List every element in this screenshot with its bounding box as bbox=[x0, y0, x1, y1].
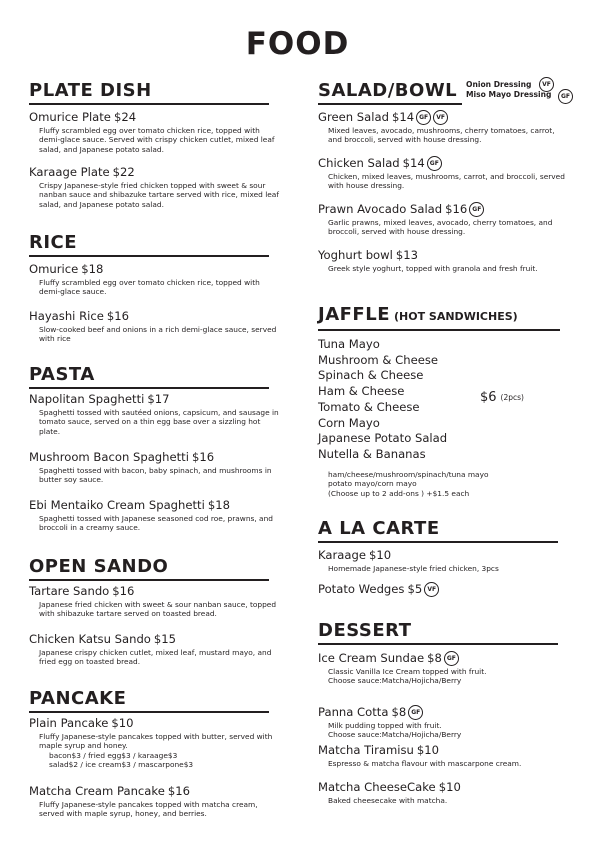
section-heading bbox=[318, 304, 560, 331]
jaffle-note: potato mayo/corn mayo bbox=[328, 479, 417, 489]
section-heading-text: A LA CARTE bbox=[318, 518, 440, 539]
menu-item bbox=[29, 165, 279, 209]
left-column bbox=[29, 0, 279, 842]
menu-item bbox=[29, 632, 279, 667]
section-heading bbox=[29, 556, 269, 581]
section-heading bbox=[29, 80, 269, 105]
menu-item-description bbox=[328, 126, 568, 145]
menu-item-description bbox=[39, 514, 279, 533]
menu-item-price: $10 bbox=[111, 716, 134, 730]
dietary-badge: VF bbox=[433, 110, 448, 125]
menu-item bbox=[318, 202, 568, 237]
dietary-badge: VF bbox=[539, 77, 554, 92]
menu-item-price: $8 bbox=[427, 651, 442, 665]
menu-item-title bbox=[318, 110, 568, 125]
section-heading-text: PASTA bbox=[29, 364, 95, 385]
menu-item-price: $16 bbox=[106, 309, 130, 323]
menu-item bbox=[29, 498, 279, 533]
page-title: FOOD bbox=[245, 26, 350, 62]
menu-item-name: Matcha Tiramisu bbox=[318, 743, 414, 757]
menu-item bbox=[318, 248, 568, 273]
menu-item bbox=[29, 309, 279, 344]
menu-item bbox=[29, 784, 279, 819]
right-column bbox=[318, 0, 578, 842]
menu-item-description bbox=[39, 648, 279, 667]
section-dessert bbox=[318, 620, 558, 805]
menu-item-description bbox=[39, 126, 279, 154]
menu-item-name: Omurice Plate bbox=[29, 110, 111, 124]
menu-item-title bbox=[29, 392, 279, 407]
menu-item-price: $5 bbox=[407, 582, 423, 596]
menu-item-price: $13 bbox=[395, 248, 418, 262]
jaffle-fillings bbox=[318, 337, 498, 463]
menu-item-description-text: Garlic prawns, mixed leaves, avocado, cherry tomatoes, and broccoli, served with house dressing. bbox=[328, 218, 553, 237]
menu-item-description bbox=[328, 172, 568, 191]
menu-item-price: $22 bbox=[112, 165, 135, 179]
menu-item-description bbox=[328, 218, 568, 237]
dressing-label: Miso Mayo Dressing bbox=[466, 90, 552, 99]
menu-item-price: $14 bbox=[391, 110, 415, 124]
jaffle-filling: Nutella & Bananas bbox=[318, 446, 426, 461]
jaffle-filling: Ham & Cheese bbox=[318, 384, 405, 399]
menu-item-name: Karaage bbox=[318, 548, 366, 562]
jaffle-price-value: $6 bbox=[480, 390, 497, 405]
menu-item bbox=[318, 582, 568, 597]
menu-item-title bbox=[318, 651, 568, 666]
menu-item-description-text: Fluffy scrambled egg over tomato chicken rice, topped with demi-glace sauce. bbox=[39, 278, 260, 297]
menu-item-option: Choose sauce:Matcha/Hojicha/Berry bbox=[328, 730, 462, 740]
dressing-option bbox=[466, 80, 551, 89]
menu-item-title bbox=[29, 498, 279, 513]
menu-item-description bbox=[328, 721, 568, 740]
menu-item-name: Mushroom Bacon Spaghetti bbox=[29, 450, 189, 464]
menu-item bbox=[318, 110, 568, 145]
menu-item-description-text: Chicken, mixed leaves, mushrooms, carrot, and broccoli, served with house dressing. bbox=[328, 172, 565, 191]
menu-item-title bbox=[318, 582, 568, 597]
dietary-badge: VF bbox=[424, 582, 439, 597]
section-heading bbox=[318, 80, 462, 105]
menu-item-description bbox=[39, 181, 279, 209]
jaffle-addons bbox=[328, 470, 558, 498]
menu-item-description bbox=[39, 466, 279, 485]
menu-item-title bbox=[29, 262, 279, 277]
section-heading-text: RICE bbox=[29, 232, 78, 253]
section-subheading: (HOT SANDWICHES) bbox=[394, 310, 518, 323]
jaffle-pcs: (2pcs) bbox=[500, 393, 524, 402]
menu-item-name: Yoghurt bowl bbox=[318, 248, 393, 262]
menu-item-description-text: Crispy Japanese-style fried chicken topped with sweet & sour nanban sauce and shibazuke tartare served with rice, mixed leaf salad, and Japanese potato salad. bbox=[39, 181, 279, 209]
menu-item-title bbox=[318, 156, 568, 171]
section-heading bbox=[29, 232, 269, 257]
menu-item-description-text: Greek style yoghurt, topped with granola and fresh fruit. bbox=[328, 264, 538, 273]
menu-item bbox=[29, 110, 279, 154]
dressing-option bbox=[466, 90, 571, 100]
menu-item-description bbox=[39, 325, 279, 344]
menu-item-price: $10 bbox=[368, 548, 392, 562]
section-heading-text: JAFFLE bbox=[318, 304, 390, 325]
menu-item-name: Matcha CheeseCake bbox=[318, 780, 436, 794]
menu-item-price: $16 bbox=[191, 450, 215, 464]
menu-item-name: Plain Pancake bbox=[29, 716, 109, 730]
jaffle-filling: Mushroom & Cheese bbox=[318, 352, 439, 367]
menu-item-name: Panna Cotta bbox=[318, 705, 389, 719]
section-heading bbox=[318, 620, 558, 645]
menu-item-description-text: Mixed leaves, avocado, mushrooms, cherry tomatoes, carrot, and broccoli, served with house dressing. bbox=[328, 126, 555, 145]
menu-item-title bbox=[29, 309, 279, 324]
menu-item-name: Green Salad bbox=[318, 110, 389, 124]
menu-item-name: Napolitan Spaghetti bbox=[29, 392, 145, 406]
menu-item-price: $18 bbox=[207, 498, 230, 512]
menu-item-price: $16 bbox=[167, 784, 190, 798]
menu-item-description-text: Espresso & matcha flavour with mascarpone cream. bbox=[328, 759, 522, 768]
menu-item-description bbox=[328, 667, 568, 686]
dietary-badge: GF bbox=[469, 202, 484, 217]
section-jaffle bbox=[318, 304, 560, 331]
menu-item-description-text: Fluffy scrambled egg over tomato chicken rice, topped with demi-glace sauce. Served with crispy chicken cutlet, mixed leaf salad, and Japanese potato salad. bbox=[39, 126, 275, 154]
menu-item-description-text: Spaghetti tossed with bacon, baby spinach, and mushrooms in butter soy sauce. bbox=[39, 466, 272, 485]
menu-item-description-text: Milk pudding topped with fruit. bbox=[328, 721, 442, 730]
menu-item bbox=[318, 156, 568, 191]
menu-item-description bbox=[328, 796, 568, 805]
menu-item-name: Tartare Sando bbox=[29, 584, 110, 598]
menu-item-description bbox=[39, 278, 279, 297]
menu-item-description bbox=[39, 600, 279, 619]
menu-item-name: Chicken Salad bbox=[318, 156, 400, 170]
section-plate-dish bbox=[29, 80, 279, 209]
menu-item-title bbox=[318, 548, 568, 563]
menu-item-name: Chicken Katsu Sando bbox=[29, 632, 151, 646]
menu-item-addon: salad$2 / ice cream$3 / mascarpone$3 bbox=[49, 760, 194, 770]
jaffle-filling: Spinach & Cheese bbox=[318, 368, 424, 383]
menu-item-title bbox=[29, 584, 279, 599]
menu-item-description-text: Spaghetti tossed with sautéed onions, capsicum, and sausage in tomato sauce, served on a thin egg base over a sizzling hot plate. bbox=[39, 408, 279, 436]
menu-item-title bbox=[318, 202, 568, 217]
dietary-badge: GF bbox=[427, 156, 442, 171]
jaffle-filling: Corn Mayo bbox=[318, 415, 380, 430]
menu-item-title bbox=[318, 705, 568, 720]
menu-item-title bbox=[318, 743, 568, 758]
dietary-badge: GF bbox=[408, 705, 423, 720]
menu-item-price: $14 bbox=[402, 156, 425, 170]
menu-item-description bbox=[39, 408, 279, 436]
jaffle-price bbox=[480, 390, 524, 405]
menu-item bbox=[318, 548, 568, 573]
menu-item-title bbox=[29, 110, 279, 125]
section-heading bbox=[29, 364, 269, 389]
section-heading-text: OPEN SANDO bbox=[29, 556, 169, 577]
section-heading bbox=[29, 688, 269, 713]
menu-item bbox=[318, 743, 568, 768]
menu-item-name: Hayashi Rice bbox=[29, 309, 104, 323]
menu-item bbox=[29, 392, 279, 436]
menu-item-description-text: Homemade Japanese-style fried chicken, 3pcs bbox=[328, 564, 499, 573]
menu-item-description-text: Japanese crispy chicken cutlet, mixed leaf, mustard mayo, and fried egg on toasted bread. bbox=[39, 648, 272, 667]
section-a-la-carte bbox=[318, 518, 558, 596]
menu-item-name: Omurice bbox=[29, 262, 79, 276]
menu-item-price: $24 bbox=[113, 110, 137, 124]
dressing-label: Onion Dressing bbox=[466, 80, 532, 89]
dietary-badge: GF bbox=[416, 110, 431, 125]
menu-item bbox=[29, 716, 279, 770]
menu-item-description bbox=[39, 732, 279, 770]
section-heading-text: DESSERT bbox=[318, 620, 412, 641]
menu-item bbox=[29, 450, 279, 485]
menu-item-description-text: Fluffy Japanese-style pancakes topped with matcha cream, served with maple syrup, honey, and berries. bbox=[39, 800, 258, 819]
section-pancake bbox=[29, 688, 273, 819]
menu-item-name: Karaage Plate bbox=[29, 165, 110, 179]
menu-item-price: $16 bbox=[445, 202, 468, 216]
menu-item bbox=[318, 705, 568, 740]
menu-item-addon: bacon$3 / fried egg$3 / karaage$3 bbox=[49, 750, 178, 760]
menu-item-title bbox=[29, 165, 279, 180]
menu-item-description bbox=[328, 564, 568, 573]
jaffle-note: ham/cheese/mushroom/spinach/tuna mayo bbox=[328, 470, 489, 479]
menu-item-name: Ebi Mentaiko Cream Spaghetti bbox=[29, 498, 205, 512]
menu-item-title bbox=[318, 780, 568, 795]
menu-item-description-text: Baked cheesecake with matcha. bbox=[328, 796, 448, 805]
menu-item-description-text: Slow-cooked beef and onions in a rich demi-glace sauce, served with rice bbox=[39, 325, 277, 344]
menu-item-price: $10 bbox=[416, 743, 440, 757]
section-open-sando bbox=[29, 556, 277, 667]
menu-item-price: $16 bbox=[112, 584, 135, 598]
menu-item-price: $15 bbox=[153, 632, 177, 646]
menu-item-title bbox=[29, 716, 279, 731]
section-heading-text: SALAD/BOWL bbox=[318, 80, 458, 101]
menu-item bbox=[318, 780, 568, 805]
jaffle-filling: Japanese Potato Salad bbox=[318, 431, 448, 446]
section-rice bbox=[29, 232, 277, 344]
menu-item-title bbox=[29, 632, 279, 647]
section-heading-text: PANCAKE bbox=[29, 688, 127, 709]
menu-item-name: Matcha Cream Pancake bbox=[29, 784, 165, 798]
menu-item-name: Potato Wedges bbox=[318, 582, 405, 596]
menu-item-title bbox=[29, 784, 279, 799]
section-pasta bbox=[29, 364, 279, 533]
menu-item-price: $10 bbox=[438, 780, 461, 794]
menu-item-price: $8 bbox=[391, 705, 407, 719]
menu-item-description-text: Classic Vanilla Ice Cream topped with fruit. bbox=[328, 667, 487, 676]
menu-item bbox=[29, 584, 279, 619]
section-heading-text: PLATE DISH bbox=[29, 80, 152, 101]
menu-item-price: $17 bbox=[147, 392, 170, 406]
section-heading bbox=[318, 518, 558, 543]
menu-item-description-text: Japanese fried chicken with sweet & sour nanban sauce, topped with shibazuke tartare served on toasted bread. bbox=[39, 600, 277, 619]
menu-item-name: Ice Cream Sundae bbox=[318, 651, 425, 665]
jaffle-filling: Tomato & Cheese bbox=[318, 399, 420, 414]
menu-item-title bbox=[318, 248, 568, 263]
dietary-badge: GF bbox=[444, 651, 459, 666]
menu-item-option: Choose sauce:Matcha/Hojicha/Berry bbox=[328, 676, 462, 686]
menu-item bbox=[29, 262, 279, 297]
dietary-badge: GF bbox=[558, 89, 573, 104]
menu-item-description bbox=[328, 264, 568, 273]
menu-item-price: $18 bbox=[81, 262, 104, 276]
menu-item-description-text: Spaghetti tossed with Japanese seasoned cod roe, prawns, and broccoli in a creamy sauce. bbox=[39, 514, 273, 533]
menu-item-title bbox=[29, 450, 279, 465]
menu-item-name: Prawn Avocado Salad bbox=[318, 202, 443, 216]
menu-item-description bbox=[39, 800, 279, 819]
menu-item-description-text: Fluffy Japanese-style pancakes topped with butter, served with maple syrup and honey. bbox=[39, 732, 273, 751]
menu-item-description bbox=[328, 759, 568, 768]
jaffle-filling: Tuna Mayo bbox=[318, 337, 380, 351]
jaffle-note: (Choose up to 2 add-ons ) +$1.5 each bbox=[328, 488, 470, 498]
menu-item bbox=[318, 651, 568, 686]
